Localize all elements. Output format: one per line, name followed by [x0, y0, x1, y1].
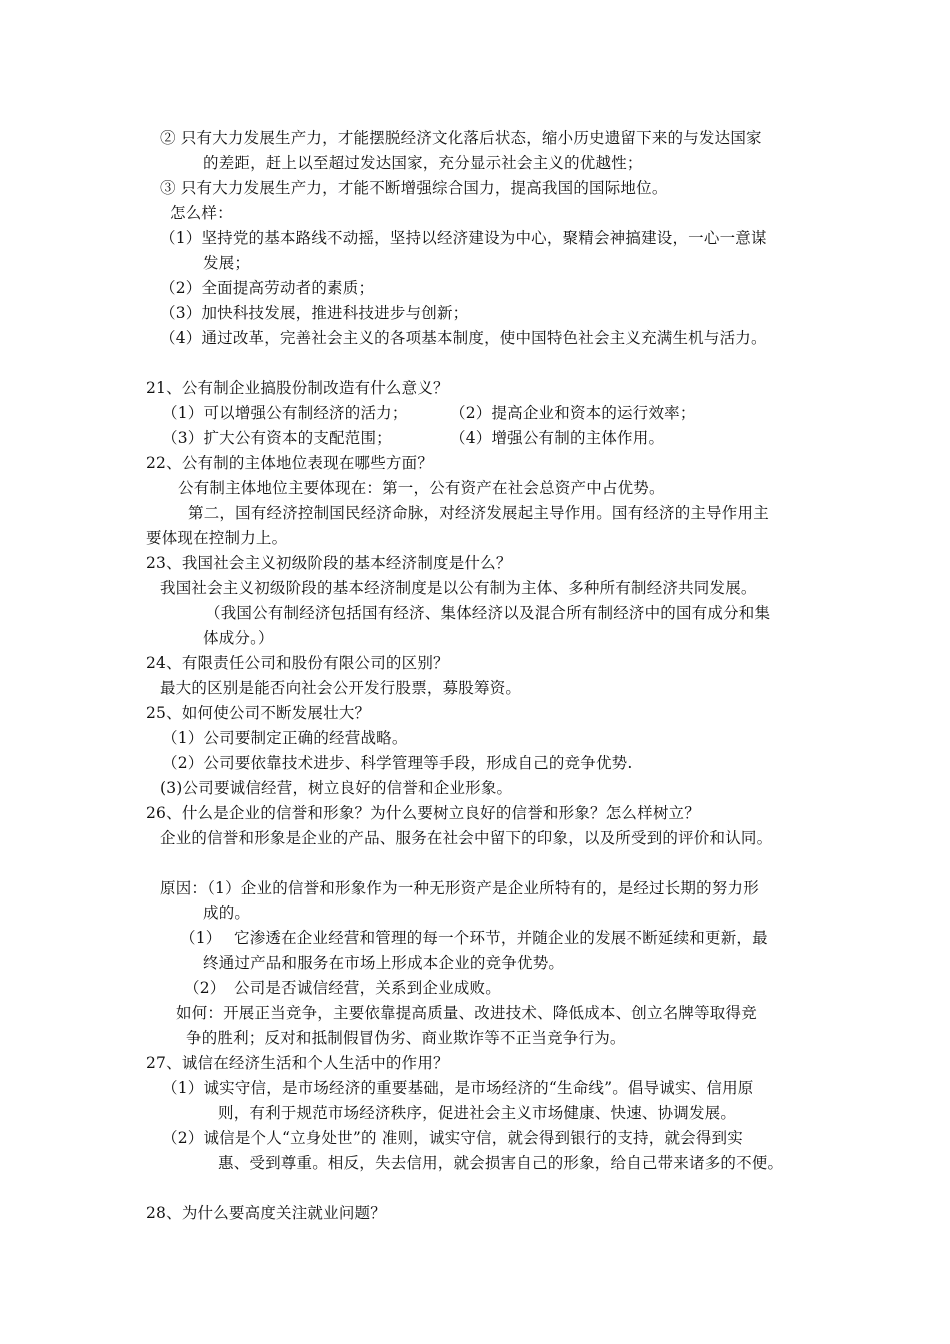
text-line: 则，有利于规范市场经济秩序，促进社会主义市场健康、快速、协调发展。 — [218, 1104, 737, 1122]
text-line: （4）通过改革，完善社会主义的各项基本制度，使中国特色社会主义充满生机与活力。 — [160, 329, 767, 347]
text-line: 企业的信誉和形象是企业的产品、服务在社会中留下的印象，以及所受到的评价和认同。 — [160, 829, 773, 847]
text-line: ② 只有大力发展生产力，才能摆脱经济文化落后状态，缩小历史遗留下来的与发达国家 — [160, 129, 762, 147]
text-line: 公司是否诚信经营，关系到企业成败。 — [234, 979, 501, 997]
text-line: （1）诚实守信，是市场经济的重要基础，是市场经济的“生命线”。倡导诚实、信用原 — [162, 1079, 754, 1097]
question-heading: 27、诚信在经济生活和个人生活中的作用？ — [146, 1054, 449, 1072]
text-line: （1）坚持党的基本路线不动摇，坚持以经济建设为中心，聚精会神搞建设，一心一意谋 — [160, 229, 767, 247]
text-line: （2）全面提高劳动者的素质； — [160, 279, 375, 297]
text-line: （1）公司要制定正确的经营战略。 — [162, 729, 408, 747]
question-heading: 26、什么是企业的信誉和形象？为什么要树立良好的信誉和形象？怎么样树立？ — [146, 804, 700, 822]
text-line: （3）扩大公有资本的支配范围； — [162, 429, 392, 447]
text-line: 第二，国有经济控制国民经济命脉，对经济发展起主导作用。国有经济的主导作用主 — [188, 504, 769, 522]
text-line: 公有制主体地位主要体现在：第一，公有资产在社会总资产中占优势。 — [178, 479, 665, 497]
question-heading: 21、公有制企业搞股份制改造有什么意义？ — [146, 379, 449, 397]
question-heading: 23、我国社会主义初级阶段的基本经济制度是什么？ — [146, 554, 512, 572]
question-heading: 25、如何使公司不断发展壮大？ — [146, 704, 371, 722]
text-line: 争的胜利；反对和抵制假冒伪劣、商业欺诈等不正当竞争行为。 — [186, 1029, 626, 1047]
text-line: 终通过产品和服务在市场上形成本企业的竞争优势。 — [203, 954, 565, 972]
text-line: （2）诚信是个人“立身处世”的 准则，诚实守信，就会得到银行的支持，就会得到实 — [162, 1129, 743, 1147]
text-line: 原因：（1）企业的信誉和形象作为一种无形资产是企业所特有的，是经过长期的努力形 — [160, 879, 759, 897]
text-line: （4）增强公有制的主体作用。 — [450, 429, 665, 447]
text-line: (3)公司要诚信经营，树立良好的信誉和企业形象。 — [160, 779, 513, 797]
text-line: 我国社会主义初级阶段的基本经济制度是以公有制为主体、多种所有制经济共同发展。 — [160, 579, 757, 597]
text-line: （我国公有制经济包括国有经济、集体经济以及混合所有制经济中的国有成分和集 — [205, 604, 771, 622]
text-line: 发展； — [203, 254, 251, 272]
text-line: （3）加快科技发展，推进科技进步与创新； — [160, 304, 469, 322]
text-line: 如何：开展正当竞争，主要依靠提高质量、改进技术、降低成本、创立名牌等取得竞 — [176, 1004, 757, 1022]
text-line: 惠、受到尊重。相反，失去信用，就会损害自己的形象，给自己带来诸多的不便。 — [218, 1154, 784, 1172]
text-line: （1） — [180, 929, 222, 947]
text-line: ③ 只有大力发展生产力，才能不断增强综合国力，提高我国的国际地位。 — [160, 179, 668, 197]
question-heading: 28、为什么要高度关注就业问题？ — [146, 1204, 386, 1222]
text-line: （1）可以增强公有制经济的活力； — [162, 404, 408, 422]
text-line: 怎么样： — [170, 204, 233, 222]
text-line: 要体现在控制力上。 — [146, 529, 288, 547]
text-line: （2）公司要依靠技术进步、科学管理等手段，形成自己的竞争优势. — [162, 754, 633, 772]
text-line: 它渗透在企业经营和管理的每一个环节，并随企业的发展不断延续和更新，最 — [234, 929, 768, 947]
text-line: 的差距，赶上以至超过发达国家，充分显示社会主义的优越性； — [203, 154, 643, 172]
text-line: （2） — [184, 979, 226, 997]
text-line: 成的。 — [203, 904, 251, 922]
question-heading: 22、公有制的主体地位表现在哪些方面？ — [146, 454, 434, 472]
text-line: （2）提高企业和资本的运行效率； — [450, 404, 696, 422]
question-heading: 24、有限责任公司和股份有限公司的区别？ — [146, 654, 449, 672]
text-line: 体成分。） — [203, 629, 274, 647]
text-line: 最大的区别是能否向社会公开发行股票，募股筹资。 — [160, 679, 522, 697]
